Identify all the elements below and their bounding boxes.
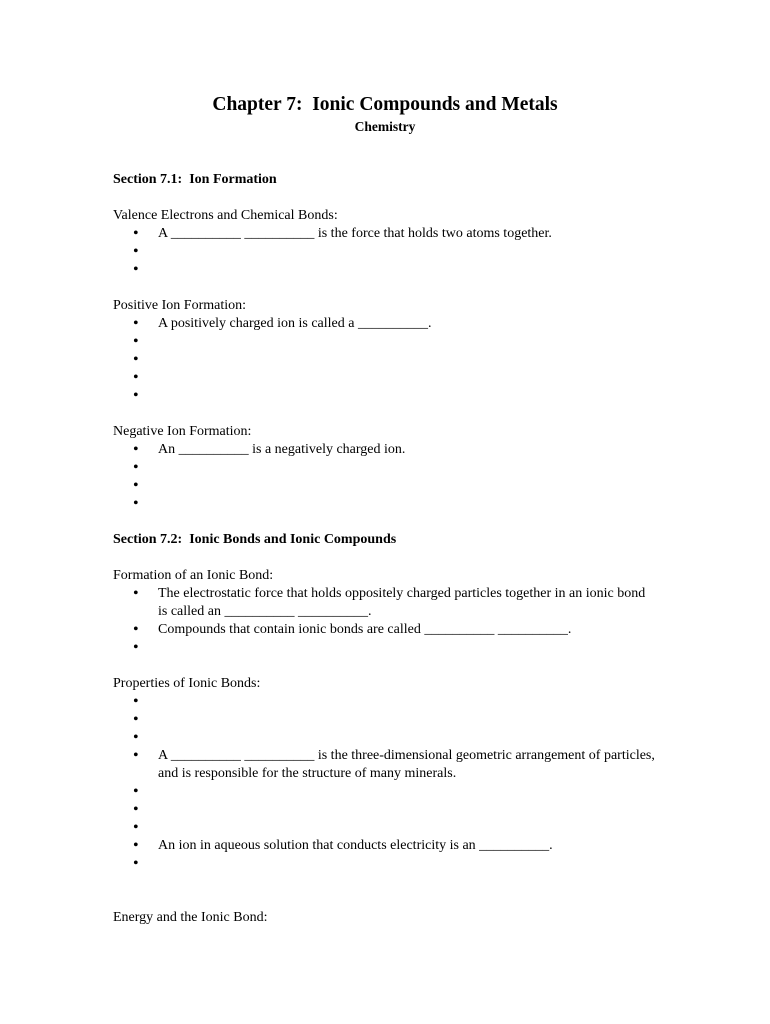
bullet-item: • A __________ __________ is the three-dimensional geometric arrangement of particles, and is responsible for the structure of many minerals. xyxy=(113,747,658,783)
bullet-item xyxy=(113,711,658,729)
bullet-item: • An __________ is a negatively charged ion. xyxy=(113,441,658,459)
subsection-heading: Negative Ion Formation: xyxy=(113,424,252,439)
subsection-valence-electrons xyxy=(113,207,658,279)
subsection-positive-ion-formation xyxy=(113,297,658,405)
subsection-formation-of-ionic-bond xyxy=(113,567,658,657)
bullet-item xyxy=(113,801,658,819)
subsection-energy-and-ionic-bond xyxy=(113,909,658,927)
subsection-heading: Formation of an Ionic Bond: xyxy=(113,568,274,583)
section-heading: Section 7.2: Ionic Bonds and Ionic Compounds xyxy=(113,532,397,547)
subsection-negative-ion-formation xyxy=(113,423,658,513)
bullet-list xyxy=(113,585,658,657)
subsection-heading: Positive Ion Formation: xyxy=(113,298,246,313)
bullet-item xyxy=(113,729,658,747)
subsection-properties-of-ionic-bonds xyxy=(113,675,658,873)
page-title: Chapter 7: Ionic Compounds and Metals xyxy=(212,94,558,115)
bullet-list xyxy=(113,693,658,873)
bullet-item xyxy=(113,333,658,351)
bullet-item xyxy=(113,477,658,495)
bullet-item xyxy=(113,639,658,657)
bullet-item xyxy=(113,783,658,801)
section-ionic-bonds xyxy=(113,531,658,927)
page-subtitle: Chemistry xyxy=(354,119,416,134)
bullet-list xyxy=(113,441,658,513)
bullet-item: • A positively charged ion is called a __________. xyxy=(113,315,658,333)
bullet-item xyxy=(113,261,658,279)
bullet-item xyxy=(113,387,658,405)
bullet-item xyxy=(113,693,658,711)
bullet-item: • An ion in aqueous solution that conducts electricity is an __________. xyxy=(113,837,658,855)
bullet-item xyxy=(113,243,658,261)
section-heading: Section 7.1: Ion Formation xyxy=(113,172,277,187)
subsection-heading: Valence Electrons and Chemical Bonds: xyxy=(113,208,338,223)
bullet-list xyxy=(113,225,658,279)
bullet-item xyxy=(113,819,658,837)
bullet-item xyxy=(113,459,658,477)
bullet-item xyxy=(113,855,658,873)
bullet-item: • Compounds that contain ionic bonds are called __________ __________. xyxy=(113,621,658,639)
document-body xyxy=(113,171,658,945)
bullet-item: • The electrostatic force that holds oppositely charged particles together in an ionic bond is called an __________ __________. xyxy=(113,585,658,621)
bullet-item xyxy=(113,369,658,387)
section-ion-formation xyxy=(113,171,658,513)
bullet-item: • A __________ __________ is the force that holds two atoms together. xyxy=(113,225,658,243)
bullet-item xyxy=(113,351,658,369)
subsection-heading: Energy and the Ionic Bond: xyxy=(113,910,268,925)
bullet-list xyxy=(113,315,658,405)
subsection-heading: Properties of Ionic Bonds: xyxy=(113,676,261,691)
bullet-item xyxy=(113,495,658,513)
